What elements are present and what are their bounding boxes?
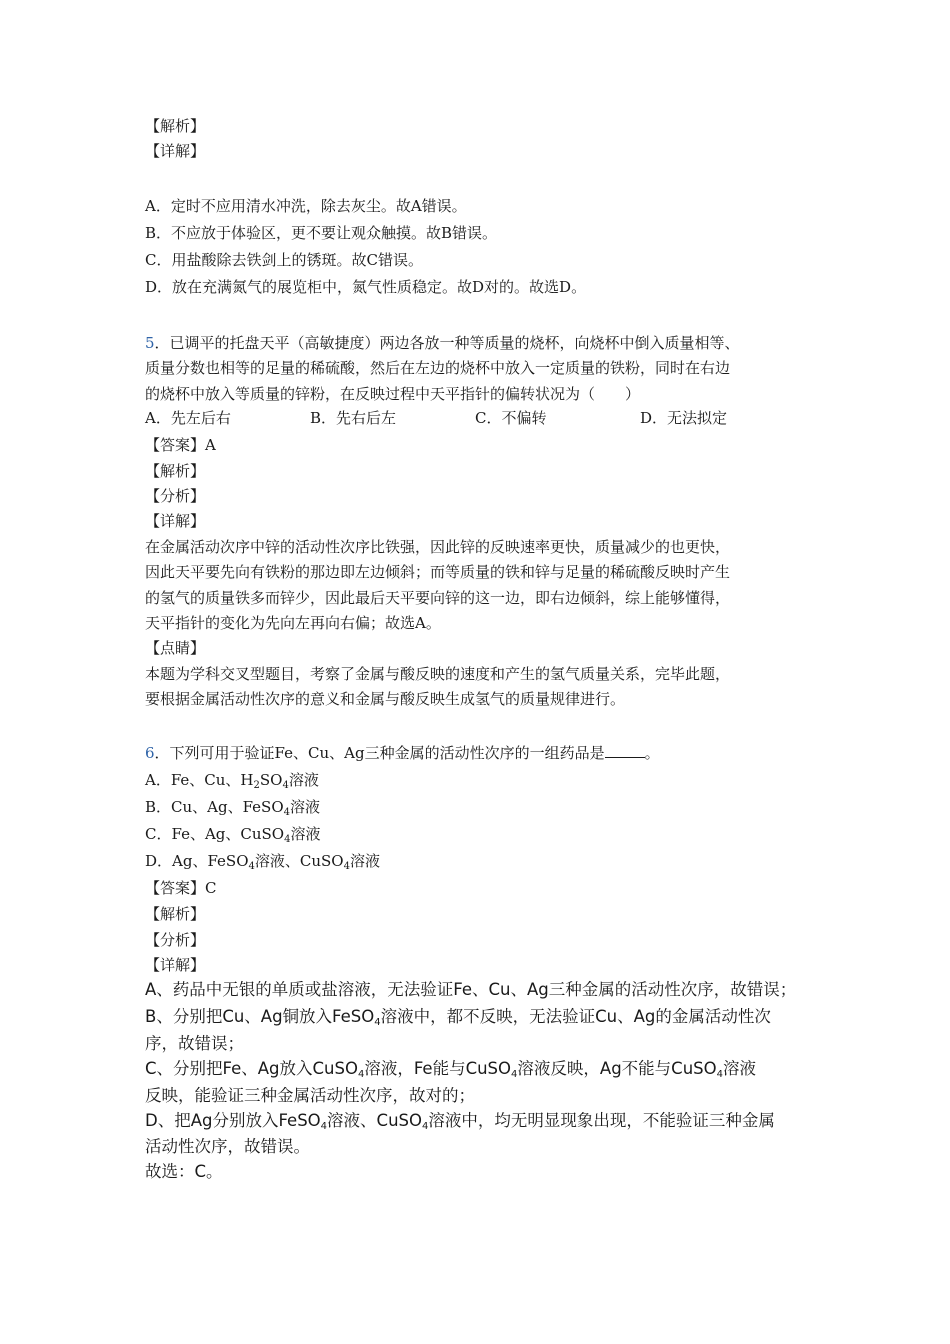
q5-option-c: C．不偏转 xyxy=(475,409,547,427)
q6-detail-d: D、把Ag分别放入FeSO$_4$溶液、CuSO$_4$溶液中，均无明显现象出现，不能验证三种金属 xyxy=(145,1111,775,1132)
q5-option-b: B．先右后左 xyxy=(310,409,397,427)
q5-detail-line1: 在金属活动次序中锌的活动性次序比铁强，因此锌的反映速率更快，质量减少的也更快， xyxy=(145,538,731,556)
q5-answer: 【答案】A xyxy=(145,436,216,454)
q6-detail-b: B、分别把Cu、Ag铜放入FeSO$_4$溶液中，都不反映，无法验证Cu、Ag的金属活动性次 xyxy=(145,1007,771,1028)
q5-detail-line3: 的氢气的质量铁多而锌少，因此最后天平要向锌的这一边，即右边倾斜，综上能够懂得， xyxy=(145,589,731,607)
q6-detail-b-cont: 序，故错误； xyxy=(145,1034,244,1053)
q4-line-d: D．放在充满氮气的展览柜中，氮气性质稳定。故D对的。故选D。 xyxy=(145,278,587,296)
q6-detail-c-cont: 反映，能验证三种金属活动性次序，故对的； xyxy=(145,1086,475,1105)
q5-option-a: A．先左后右 xyxy=(145,409,231,427)
q5-detail-heading: 【详解】 xyxy=(145,512,206,530)
q6-detail-d-cont: 活动性次序，故错误。 xyxy=(145,1137,310,1156)
q5-stem-line2: 质量分数也相等的足量的稀硫酸，然后在左边的烧杯中放入一定质量的铁粉，同时在右边 xyxy=(145,359,731,377)
q5-detail-line4: 天平指针的变化为先向左再向右偏；故选A。 xyxy=(145,614,441,632)
q6-detail-c: C、分别把Fe、Ag放入CuSO$_4$溶液，Fe能与CuSO$_4$溶液反映，Ag不能与CuSO$_4$溶液 xyxy=(145,1059,756,1080)
q6-answer: 【答案】C xyxy=(145,879,217,897)
q4-line-b: B．不应放于体验区，更不要让观众触摸。故B错误。 xyxy=(145,224,498,242)
q6-detail-a: A、药品中无银的单质或盐溶液，无法验证Fe、Cu、Ag三种金属的活动性次序，故错误； xyxy=(145,980,797,999)
q5-dianjing-line1: 本题为学科交叉型题目，考察了金属与酸反映的速度和产生的氢气质量关系，完毕此题， xyxy=(145,665,731,683)
q5-fenxi-heading: 【分析】 xyxy=(145,487,206,505)
analysis-heading: 【解析】 xyxy=(145,117,206,135)
q6-option-c: C．Fe、Ag、CuSO$_4$溶液 xyxy=(145,825,321,845)
q6-option-a: A．Fe、Cu、$H_2SO_4$溶液 xyxy=(145,771,319,791)
q5-dianjing-heading: 【点睛】 xyxy=(145,639,206,657)
q6-number: 6 xyxy=(145,744,155,762)
q6-analysis-heading: 【解析】 xyxy=(145,905,206,923)
q5-dianjing-line2: 要根据金属活动性次序的意义和金属与酸反映生成氢气的质量规律进行。 xyxy=(145,690,626,708)
detail-heading: 【详解】 xyxy=(145,142,206,160)
q6-detail-heading: 【详解】 xyxy=(145,956,206,974)
q4-line-c: C．用盐酸除去铁剑上的锈斑。故C错误。 xyxy=(145,251,423,269)
q5-number: 5 xyxy=(145,334,155,352)
q5-stem-line3: 的烧杯中放入等质量的锌粉，在反映过程中天平指针的偏转状况为（ ） xyxy=(145,385,641,403)
q6-option-b: B．Cu、Ag、FeSO$_4$溶液 xyxy=(145,798,321,818)
q5-stem-line1: 5．已调平的托盘天平（高敏捷度）两边各放一种等质量的烧杯，向烧杯中倒入质量相等、 xyxy=(145,334,740,352)
q5-detail-line2: 因此天平要先向有铁粉的那边即左边倾斜；而等质量的铁和锌与足量的稀硫酸反映时产生 xyxy=(145,563,731,581)
q5-option-d: D．无法拟定 xyxy=(640,409,728,427)
q6-option-d: D．Ag、FeSO$_4$溶液、CuSO$_4$溶液 xyxy=(145,852,380,872)
q5-analysis-heading: 【解析】 xyxy=(145,462,206,480)
q6-conclusion: 故选：C。 xyxy=(145,1162,223,1181)
q6-stem: 6．下列可用于验证Fe、Cu、Ag三种金属的活动性次序的一组药品是 。 xyxy=(145,744,660,762)
answer-blank xyxy=(605,743,645,758)
q4-line-a: A．定时不应用清水冲洗，除去灰尘。故A错误。 xyxy=(145,197,467,215)
q6-fenxi-heading: 【分析】 xyxy=(145,931,206,949)
